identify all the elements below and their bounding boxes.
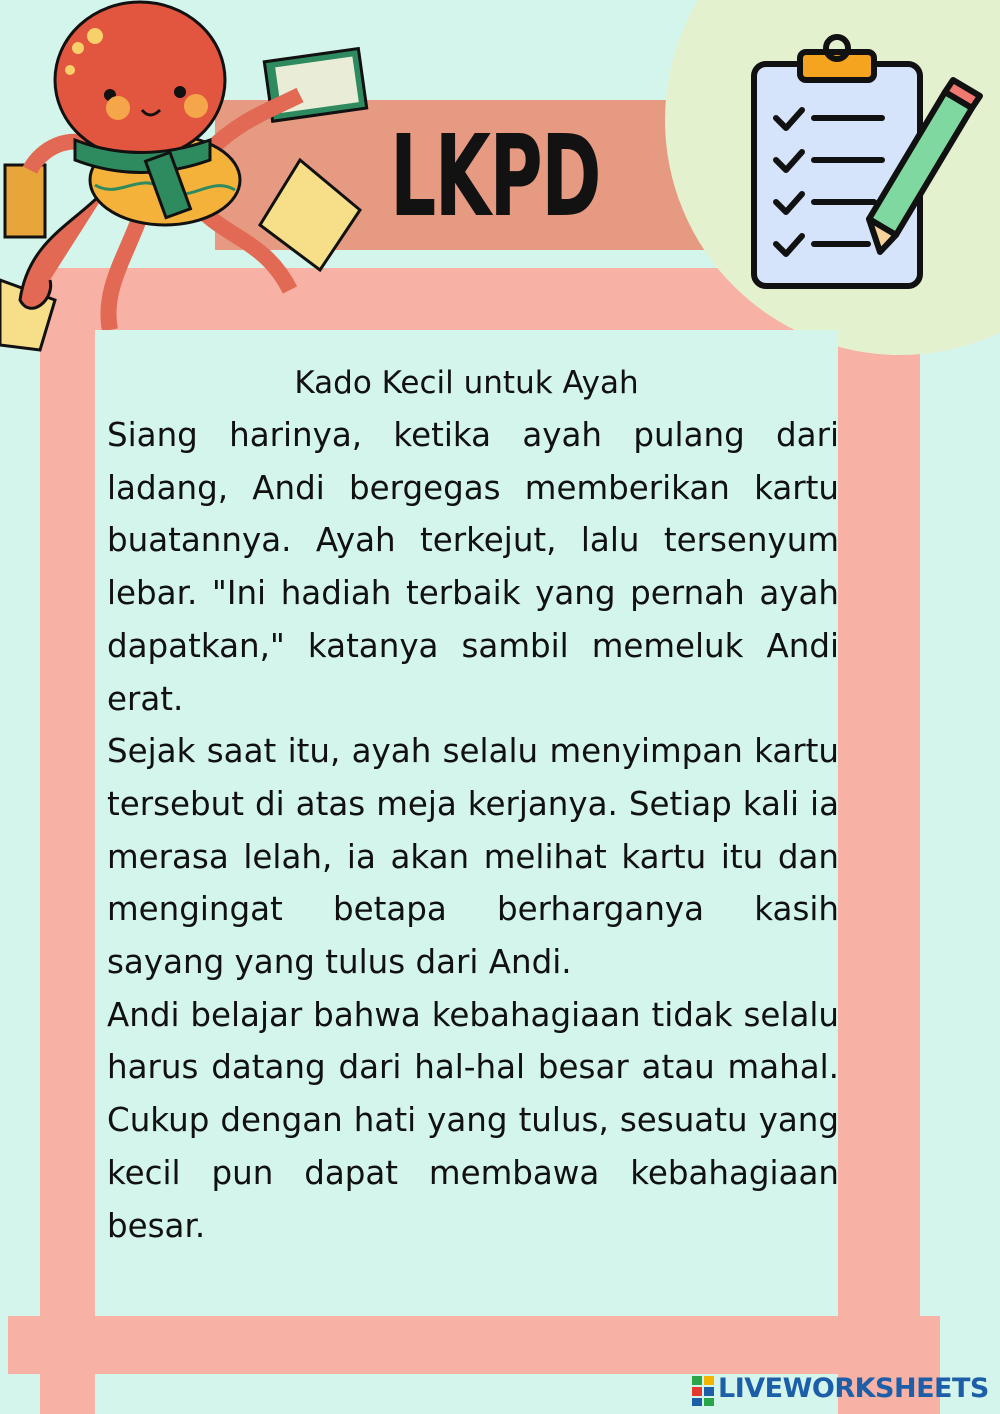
frame-left bbox=[40, 268, 95, 1414]
page-title: LKPD bbox=[389, 112, 601, 242]
story-paragraph: Sejak saat itu, ayah selalu menyimpan kartu tersebut di atas meja kerjanya. Setiap kali ia merasa lelah, ia akan melihat kartu itu dan mengingat betapa berharganya kasih sayang yang tulus dari Andi. bbox=[107, 732, 839, 982]
frame-bottom bbox=[8, 1316, 940, 1374]
brand-logo-text[interactable]: LIVEWORKSHEETS bbox=[718, 1373, 989, 1404]
clipboard-checklist-icon bbox=[740, 30, 990, 295]
frame-right bbox=[838, 268, 920, 1414]
story-title: Kado Kecil untuk Ayah bbox=[294, 365, 639, 401]
liveworksheets-logo-icon bbox=[692, 1376, 716, 1406]
story-body bbox=[107, 409, 839, 1252]
story-paragraph: Andi belajar bahwa kebahagiaan tidak selalu harus datang dari hal-hal besar atau mahal. Cukup dengan hati yang tulus, sesuatu yang kecil pun dapat membawa kebahagiaan besar. bbox=[107, 995, 839, 1245]
octopus-mascot-icon bbox=[0, 0, 370, 370]
story-paragraph: Siang harinya, ketika ayah pulang dari ladang, Andi bergegas memberikan kartu buatannya. Ayah terkejut, lalu tersenyum lebar. "Ini hadiah terbaik yang pernah ayah dapatkan," katanya sambil memeluk Andi erat. bbox=[107, 416, 839, 718]
